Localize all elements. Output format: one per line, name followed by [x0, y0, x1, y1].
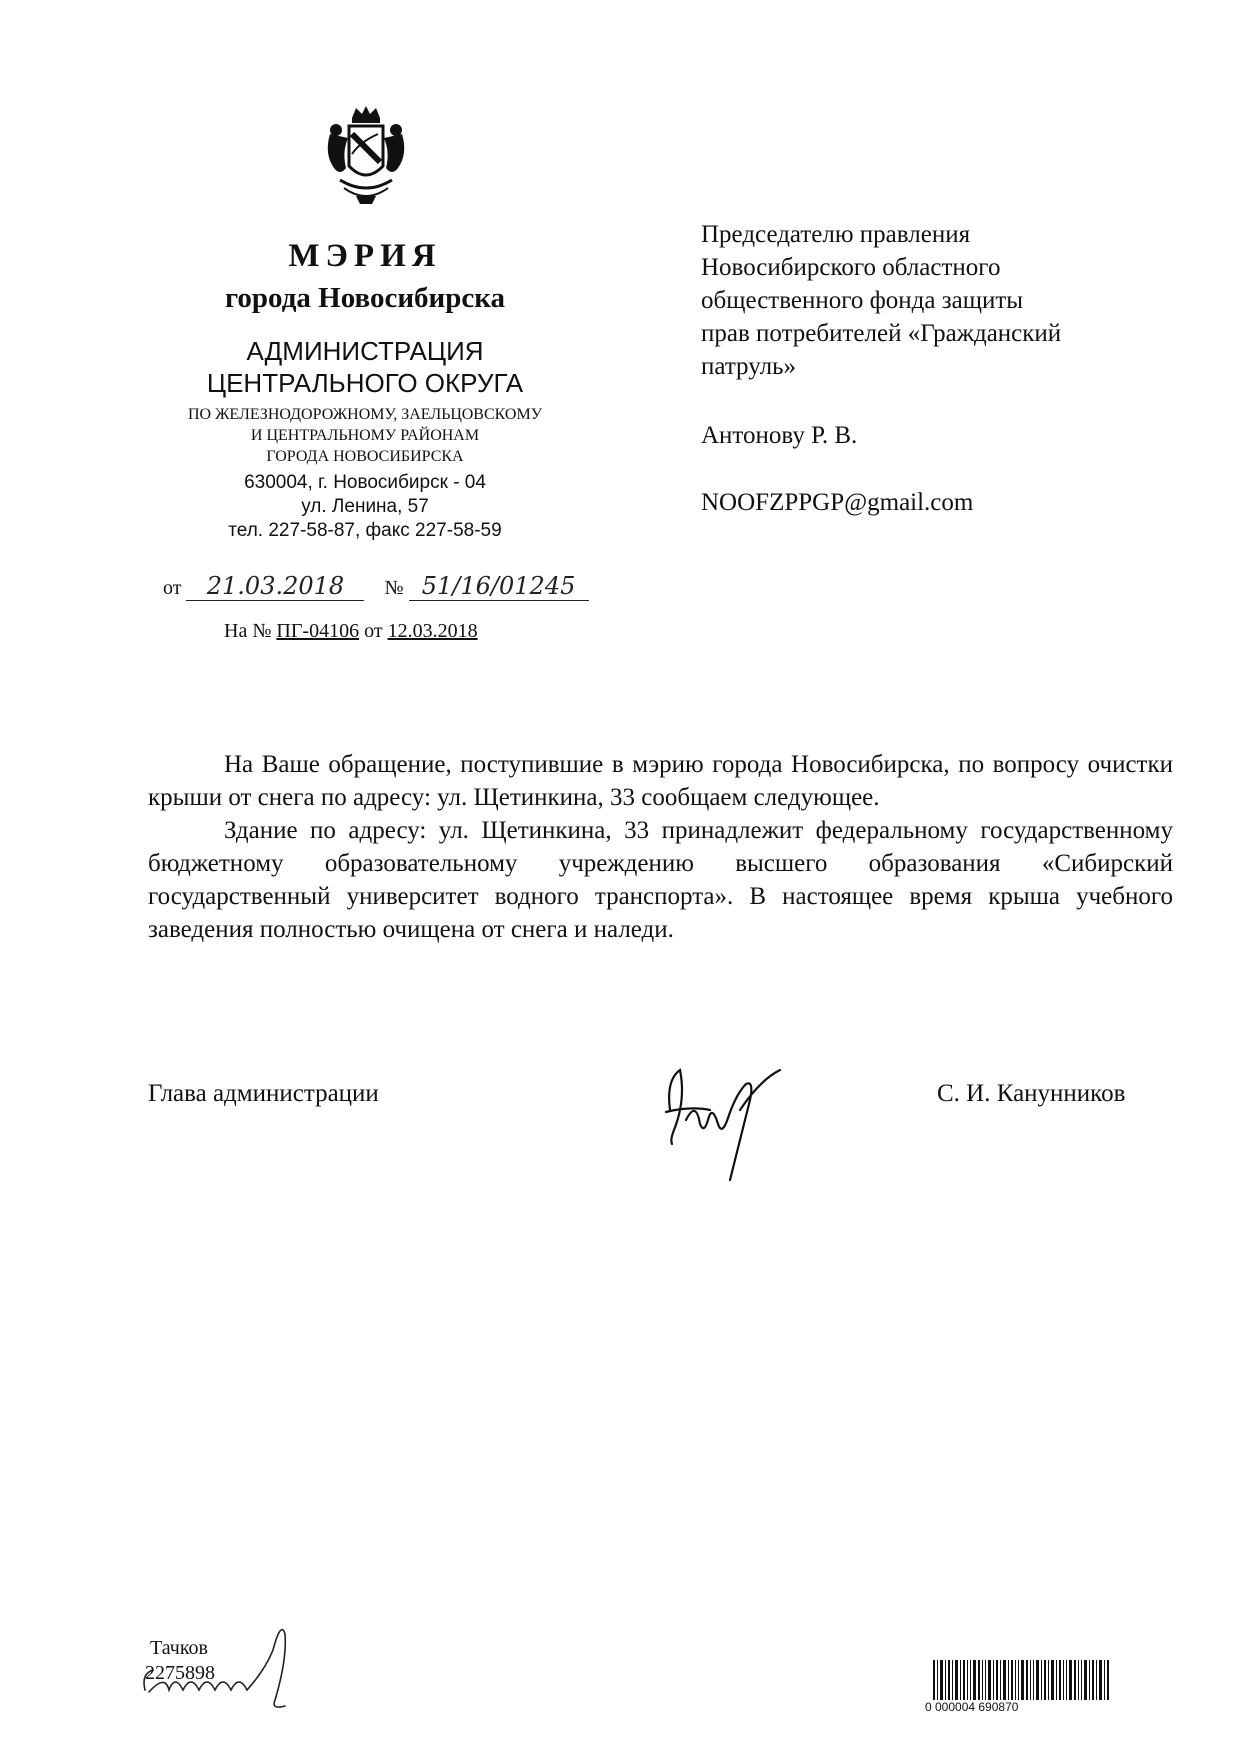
- administration-title: АДМИНИСТРАЦИЯ: [246, 336, 484, 366]
- executor-name: Тачков: [150, 1637, 208, 1659]
- district-title: ЦЕНТРАЛЬНОГО ОКРУГА: [206, 368, 524, 398]
- number-label: №: [384, 577, 404, 599]
- addressee-line-4: прав потребителей «Гражданский: [701, 320, 1062, 347]
- address-line-2: ул. Ленина, 57: [301, 496, 429, 517]
- addressee-name: Антонову Р. В.: [701, 422, 858, 449]
- districts-line-2: И ЦЕНТРАЛЬНОМУ РАЙОНАМ: [250, 427, 480, 444]
- date-field: [186, 572, 364, 601]
- reply-reference: [224, 620, 478, 643]
- addressee-block: [701, 218, 1181, 383]
- coat-of-arms-icon: [322, 104, 410, 212]
- districts-block: [130, 404, 600, 467]
- addressee-line-2: Новосибирского областного: [701, 254, 1001, 281]
- districts-line-3: ГОРОДА НОВОСИБИРСКА: [266, 448, 464, 465]
- barcode: [933, 1660, 1109, 1700]
- address-line-1: 630004, г. Новосибирск - 04: [244, 472, 486, 493]
- city-name: города Новосибирска: [224, 282, 506, 314]
- registration-line: [163, 572, 589, 601]
- reply-prefix: На №: [224, 620, 272, 642]
- mayor-office-title: МЭРИЯ: [288, 238, 442, 274]
- addressee-line-3: общественного фонда защиты: [701, 287, 1024, 314]
- reply-number: ПГ-04106: [276, 620, 360, 642]
- registration-date: 21.03.2018: [206, 572, 345, 600]
- registration-number: 51/16/01245: [421, 572, 576, 600]
- districts-line-1: ПО ЖЕЛЕЗНОДОРОЖНОМУ, ЗАЕЛЬЦОВСКОМУ: [187, 406, 543, 423]
- from-label: от: [163, 577, 182, 599]
- addressee-line-1: Председателю правления: [701, 221, 971, 248]
- executor-phone: 2275898: [145, 1662, 215, 1684]
- signatory-title: Глава администрации: [148, 1080, 379, 1107]
- letter-body: [148, 748, 1173, 946]
- body-paragraph-2: Здание по адресу: ул. Щетинкина, 33 принадлежит федеральному государственному бюджетному образовательному учреждению высшего образования «Сибирский государственный университет водного транспорта». В настоящее время крыша учебного заведения полностью очищена от снега и наледи.: [148, 817, 1173, 943]
- addressee-line-5: патруль»: [701, 353, 797, 380]
- handwritten-signature: [650, 1040, 810, 1190]
- addressee-email: NOOFZPPGP@gmail.com: [701, 489, 974, 516]
- address-block: [140, 471, 590, 543]
- barcode-number: 0 000004 690870: [925, 1700, 1019, 1714]
- number-field: [409, 572, 589, 601]
- signatory-name: С. И. Канунников: [937, 1080, 1126, 1107]
- body-paragraph-1: На Ваше обращение, поступившие в мэрию города Новосибирска, по вопросу очистки крыши от снега по адресу: ул. Щетинкина, 33 сообщаем следующее.: [148, 751, 1173, 811]
- reply-date: 12.03.2018: [387, 620, 478, 642]
- contacts-line: тел. 227-58-87, факс 227-58-59: [228, 520, 502, 541]
- reply-from-label: от: [364, 620, 383, 642]
